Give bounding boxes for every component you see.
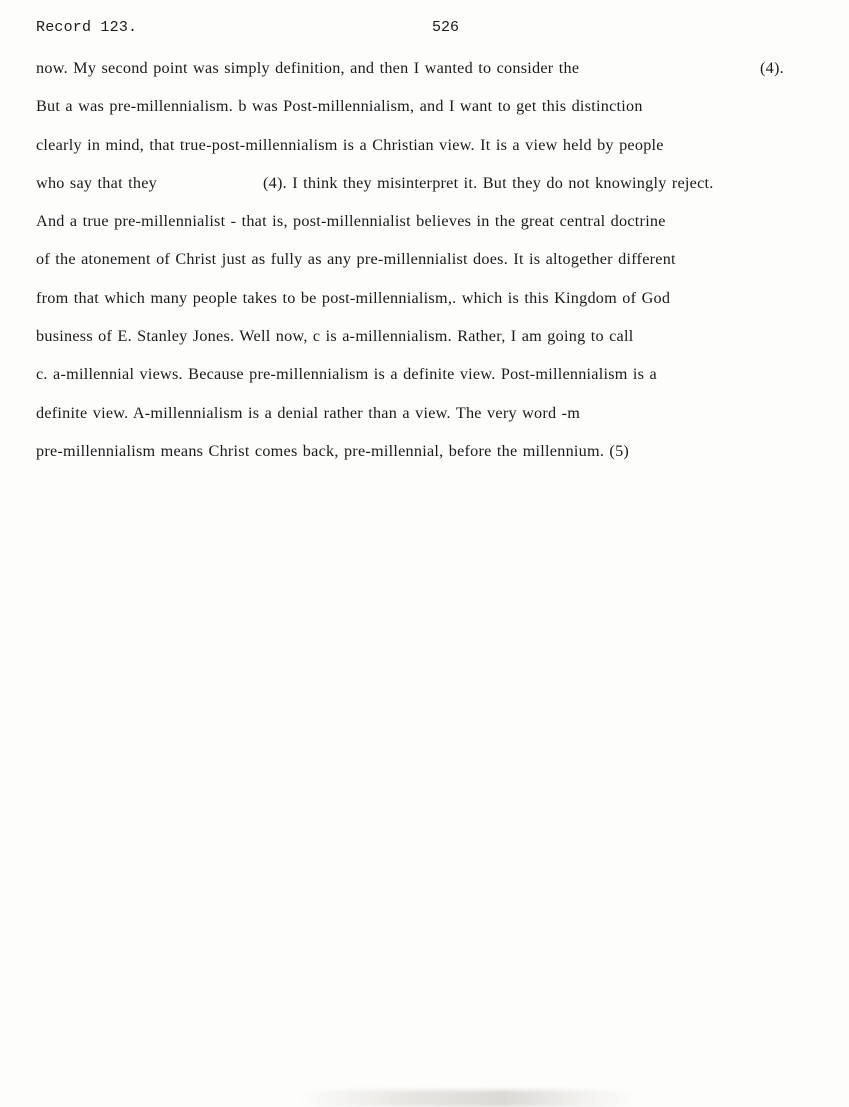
text-line-2: But a was pre-millennialism. b was Post-millennialism, and I want to get this distinction (36, 97, 643, 116)
text-line-4 (36, 171, 836, 209)
record-label: Record 123. (36, 19, 138, 36)
text-line-3: clearly in mind, that true-post-millennialism is a Christian view. It is a view held by people (36, 135, 664, 154)
transcript-body (36, 56, 836, 477)
text-line-1-main: now. My second point was simply definition, and then I wanted to consider the (36, 59, 580, 77)
page-number: 526 (432, 19, 460, 36)
text-line-1 (36, 56, 836, 94)
text-line-4-rest: (4). I think they misinterpret it. But they do not knowingly reject. (263, 173, 714, 192)
text-line-11: pre-millennialism means Christ comes back, pre-millennial, before the millennium. (5) (36, 441, 630, 460)
text-line-4-start: who say that they (36, 173, 157, 192)
text-line-5: And a true pre-millennialist - that is, post-millennialist believes in the great central doctrine (36, 212, 666, 231)
text-line-8: business of E. Stanley Jones. Well now, c is a-millennialism. Rather, I am going to call (36, 327, 634, 346)
scan-smudge (300, 1090, 640, 1107)
text-line-9: c. a-millennial views. Because pre-millennialism is a definite view. Post-millennialism is a (36, 365, 657, 384)
text-line-10: definite view. A-millennialism is a denial rather than a view. The very word -m (36, 403, 581, 422)
text-line-6: of the atonement of Christ just as fully as any pre-millennialist does. It is altogether different (36, 250, 676, 269)
text-line-7: from that which many people takes to be post-millennialism,. which is this Kingdom of God (36, 288, 671, 307)
text-line-1-gap-note: (4). (760, 59, 784, 77)
